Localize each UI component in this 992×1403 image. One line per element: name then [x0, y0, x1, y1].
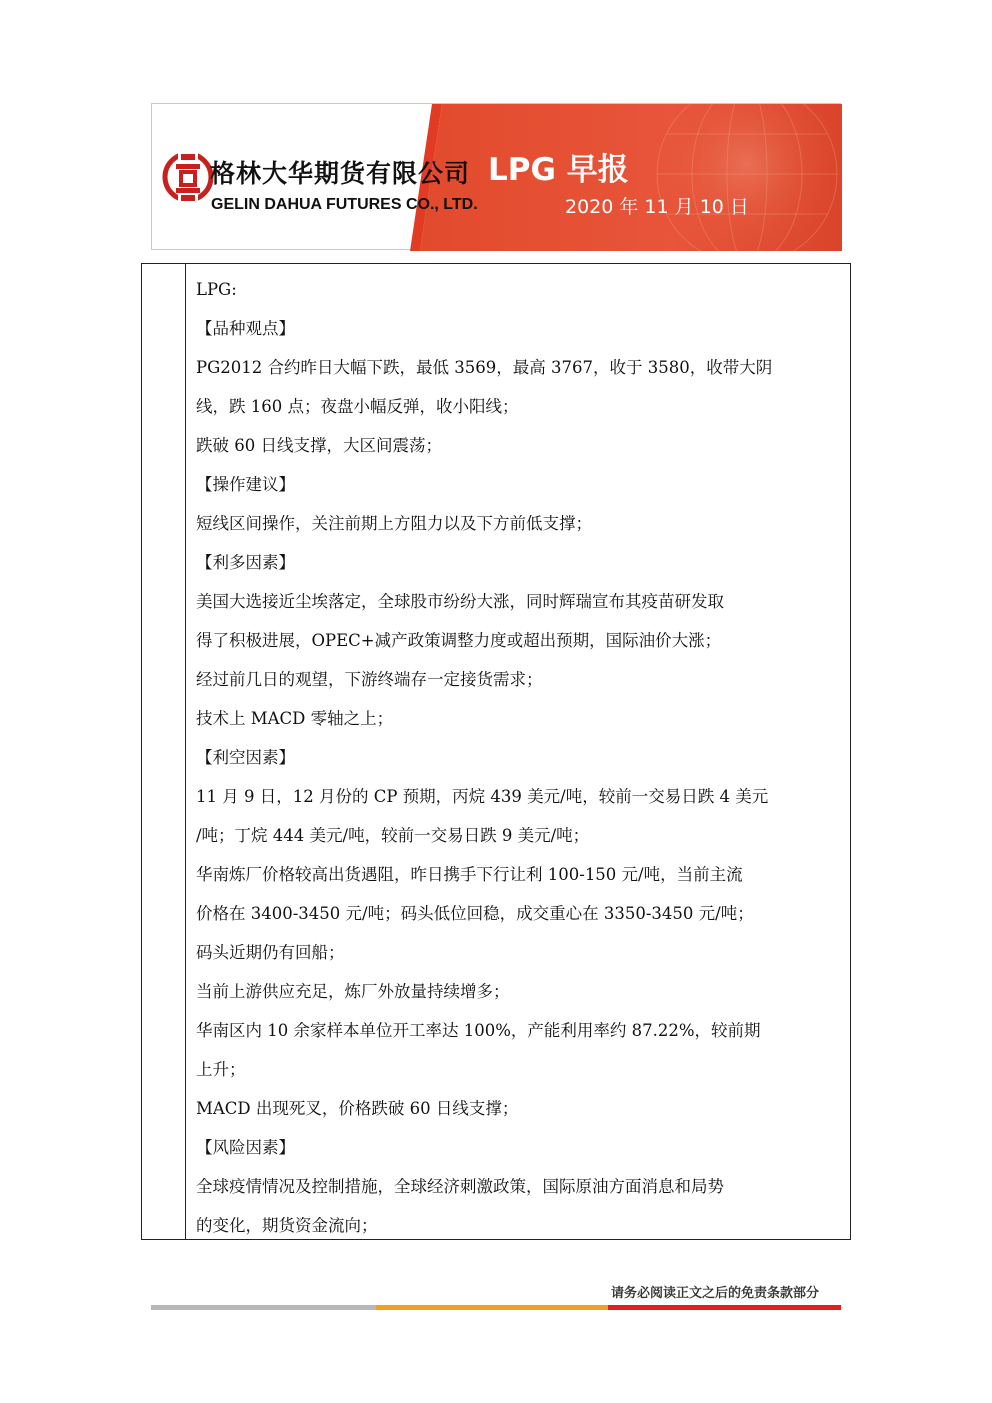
- text-line: 线，跌 160 点；夜盘小幅反弹，收小阳线；: [196, 397, 519, 416]
- table-left-column: [142, 264, 186, 1239]
- report-header-banner: [151, 103, 841, 250]
- text-line: 技术上 MACD 零轴之上；: [196, 709, 394, 728]
- text-line: 美国大选接近尘埃落定，全球股市纷纷大涨，同时辉瑞宣布其疫苗研发取: [196, 592, 724, 611]
- report-body: [196, 270, 846, 1245]
- footer-disclaimer: 请务必阅读正文之后的免责条款部分: [611, 1286, 820, 1301]
- company-logo-icon: [162, 142, 214, 212]
- text-line: 短线区间操作，关注前期上方阻力以及下方前低支撑；: [196, 514, 592, 533]
- text-line: MACD 出现死叉，价格跌破 60 日线支撑；: [196, 1099, 519, 1118]
- footer-bar-red: [608, 1305, 841, 1310]
- text-line: LPG:: [196, 280, 237, 299]
- section-heading: 【风险因素】: [196, 1138, 295, 1157]
- text-line: 全球疫情情况及控制措施，全球经济刺激政策，国际原油方面消息和局势: [196, 1177, 724, 1196]
- report-date: 2020 年 11 月 10 日: [565, 196, 749, 218]
- company-name-english: GELIN DAHUA FUTURES CO., LTD.: [211, 196, 478, 213]
- text-line: 当前上游供应充足，炼厂外放量持续增多；: [196, 982, 510, 1001]
- text-line: 的变化，期货资金流向；: [196, 1216, 378, 1235]
- text-line: 上升；: [196, 1060, 246, 1079]
- section-heading: 【品种观点】: [196, 319, 295, 338]
- text-line: 跌破 60 日线支撑，大区间震荡；: [196, 436, 442, 455]
- text-line: /吨；丁烷 444 美元/吨，较前一交易日跌 9 美元/吨；: [196, 826, 590, 845]
- report-content-table: [141, 263, 851, 1240]
- text-line: 11 月 9 日，12 月份的 CP 预期，丙烷 439 美元/吨，较前一交易日跌 4 美元: [196, 787, 769, 806]
- text-line: 码头近期仍有回船；: [196, 943, 345, 962]
- text-line: 价格在 3400-3450 元/吨；码头低位回稳，成交重心在 3350-3450 元/吨；: [196, 904, 754, 923]
- footer-bar-gray: [151, 1305, 376, 1310]
- text-line: 经过前几日的观望，下游终端存一定接货需求；: [196, 670, 543, 689]
- footer-bar-orange: [376, 1305, 608, 1310]
- text-line: 华南区内 10 余家样本单位开工率达 100%，产能利用率约 87.22%，较前期: [196, 1021, 761, 1040]
- text-line: 得了积极进展，OPEC+减产政策调整力度或超出预期，国际油价大涨；: [196, 631, 722, 650]
- report-title: LPG 早报: [488, 152, 629, 188]
- text-line: PG2012 合约昨日大幅下跌，最低 3569，最高 3767，收于 3580，收带大阴: [196, 358, 773, 377]
- section-heading: 【利多因素】: [196, 553, 295, 572]
- text-line: 华南炼厂价格较高出货遇阻，昨日携手下行让利 100-150 元/吨，当前主流: [196, 865, 743, 884]
- company-name-chinese: 格林大华期货有限公司: [210, 159, 471, 188]
- section-heading: 【操作建议】: [196, 475, 295, 494]
- section-heading: 【利空因素】: [196, 748, 295, 767]
